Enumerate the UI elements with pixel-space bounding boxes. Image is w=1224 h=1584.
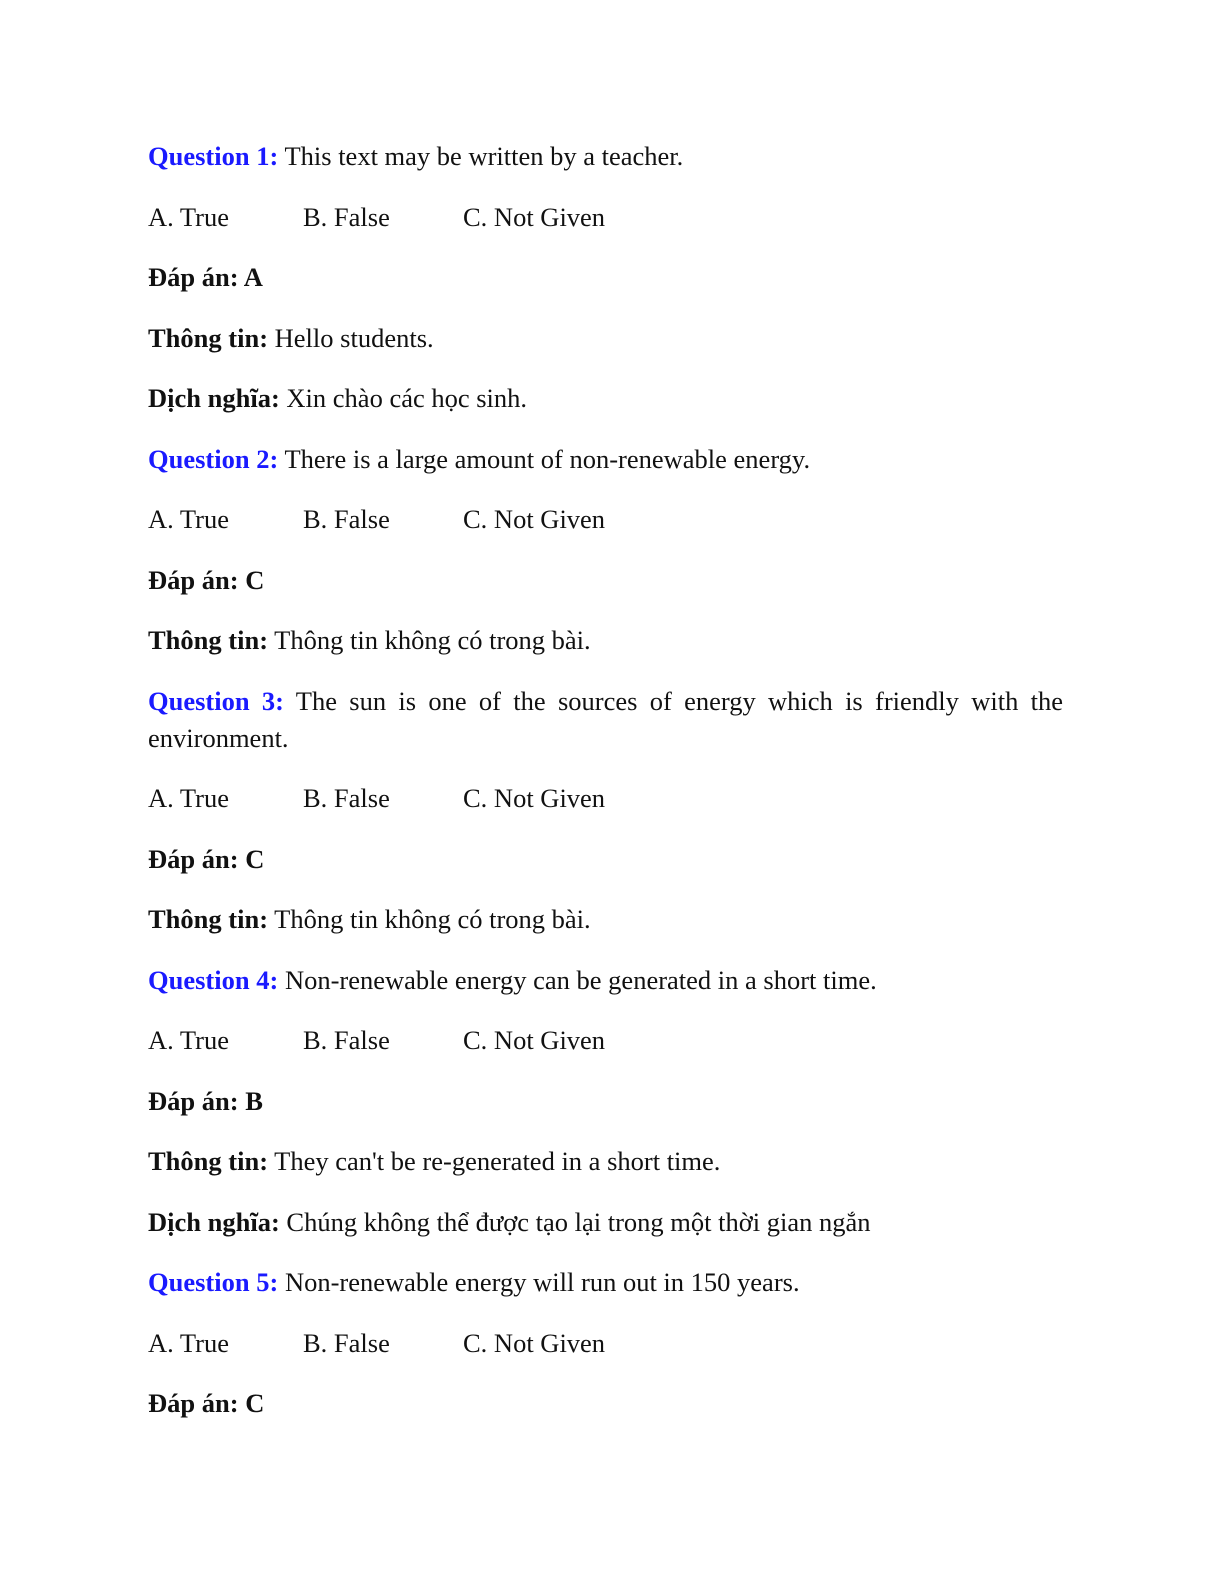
info-label: Thông tin: [148,1146,269,1176]
question-label: Question 3: [148,685,284,716]
answer-value: C [238,1388,265,1418]
translation-line [148,1204,1063,1241]
info-label: Thông tin: [148,904,269,934]
answer-value: C [238,843,265,874]
options-row [148,1325,1063,1362]
question-text: The sun is one of the sources of energy which is friendly with the environment. [148,685,1063,753]
option-a: A. True [148,783,230,813]
info-label: Thông tin: [148,625,269,655]
option-b: B. False [303,1327,390,1358]
answer-line [148,1385,1063,1422]
question-label: Question 5: [148,1267,279,1297]
option-c: C. Not Given [463,504,606,534]
question-5 [148,1264,1063,1301]
answer-label: Đáp án: [148,564,239,595]
answer-label: Đáp án: [148,262,239,292]
answer-line [148,259,1063,296]
option-c: C. Not Given [463,783,606,813]
translation-line [148,380,1063,417]
info-line [148,1143,1063,1180]
info-text: Thông tin không có trong bài. [268,625,591,655]
option-a: A. True [148,1025,230,1055]
answer-line [148,562,1063,599]
question-3 [148,683,1063,757]
info-text: Hello students. [268,322,434,353]
option-b: B. False [303,783,390,813]
question-label: Question 4: [148,964,279,995]
answer-value: A [238,262,263,292]
question-text: Non-renewable energy can be generated in a short time. [278,964,877,995]
info-text: They can't be re-generated in a short time. [268,1146,721,1176]
option-c: C. Not Given [463,1327,606,1358]
question-label: Question 2: [148,443,279,474]
info-text: Thông tin không có trong bài. [268,904,591,934]
question-text: Non-renewable energy will run out in 150 years. [278,1267,800,1297]
answer-line [148,1083,1063,1120]
answer-label: Đáp án: [148,843,239,874]
info-label: Thông tin: [148,322,269,353]
answer-value: B [238,1085,263,1116]
question-text: This text may be written by a teacher. [278,141,684,171]
answer-value: C [238,564,265,595]
question-4 [148,962,1063,999]
info-line [148,320,1063,357]
options-row [148,780,1063,817]
answer-label: Đáp án: [148,1388,239,1418]
document-page [148,138,1063,1446]
answer-label: Đáp án: [148,1085,239,1116]
option-b: B. False [303,201,390,232]
options-row [148,1022,1063,1059]
answer-line [148,841,1063,878]
question-text: There is a large amount of non-renewable energy. [278,443,811,474]
option-a: A. True [148,201,230,232]
question-1 [148,138,1063,175]
option-c: C. Not Given [463,1025,606,1055]
question-label: Question 1: [148,141,279,171]
question-2 [148,441,1063,478]
info-line [148,622,1063,659]
info-line [148,901,1063,938]
options-row [148,199,1063,236]
translation-label: Dịch nghĩa: [148,1206,280,1237]
option-c: C. Not Given [463,201,606,232]
translation-label: Dịch nghĩa: [148,383,280,413]
option-b: B. False [303,1025,390,1055]
option-b: B. False [303,504,390,534]
translation-text: Chúng không thể được tạo lại trong một thời gian ngắn [279,1206,871,1237]
options-row [148,501,1063,538]
option-a: A. True [148,1327,230,1358]
option-a: A. True [148,504,230,534]
translation-text: Xin chào các học sinh. [279,383,528,413]
